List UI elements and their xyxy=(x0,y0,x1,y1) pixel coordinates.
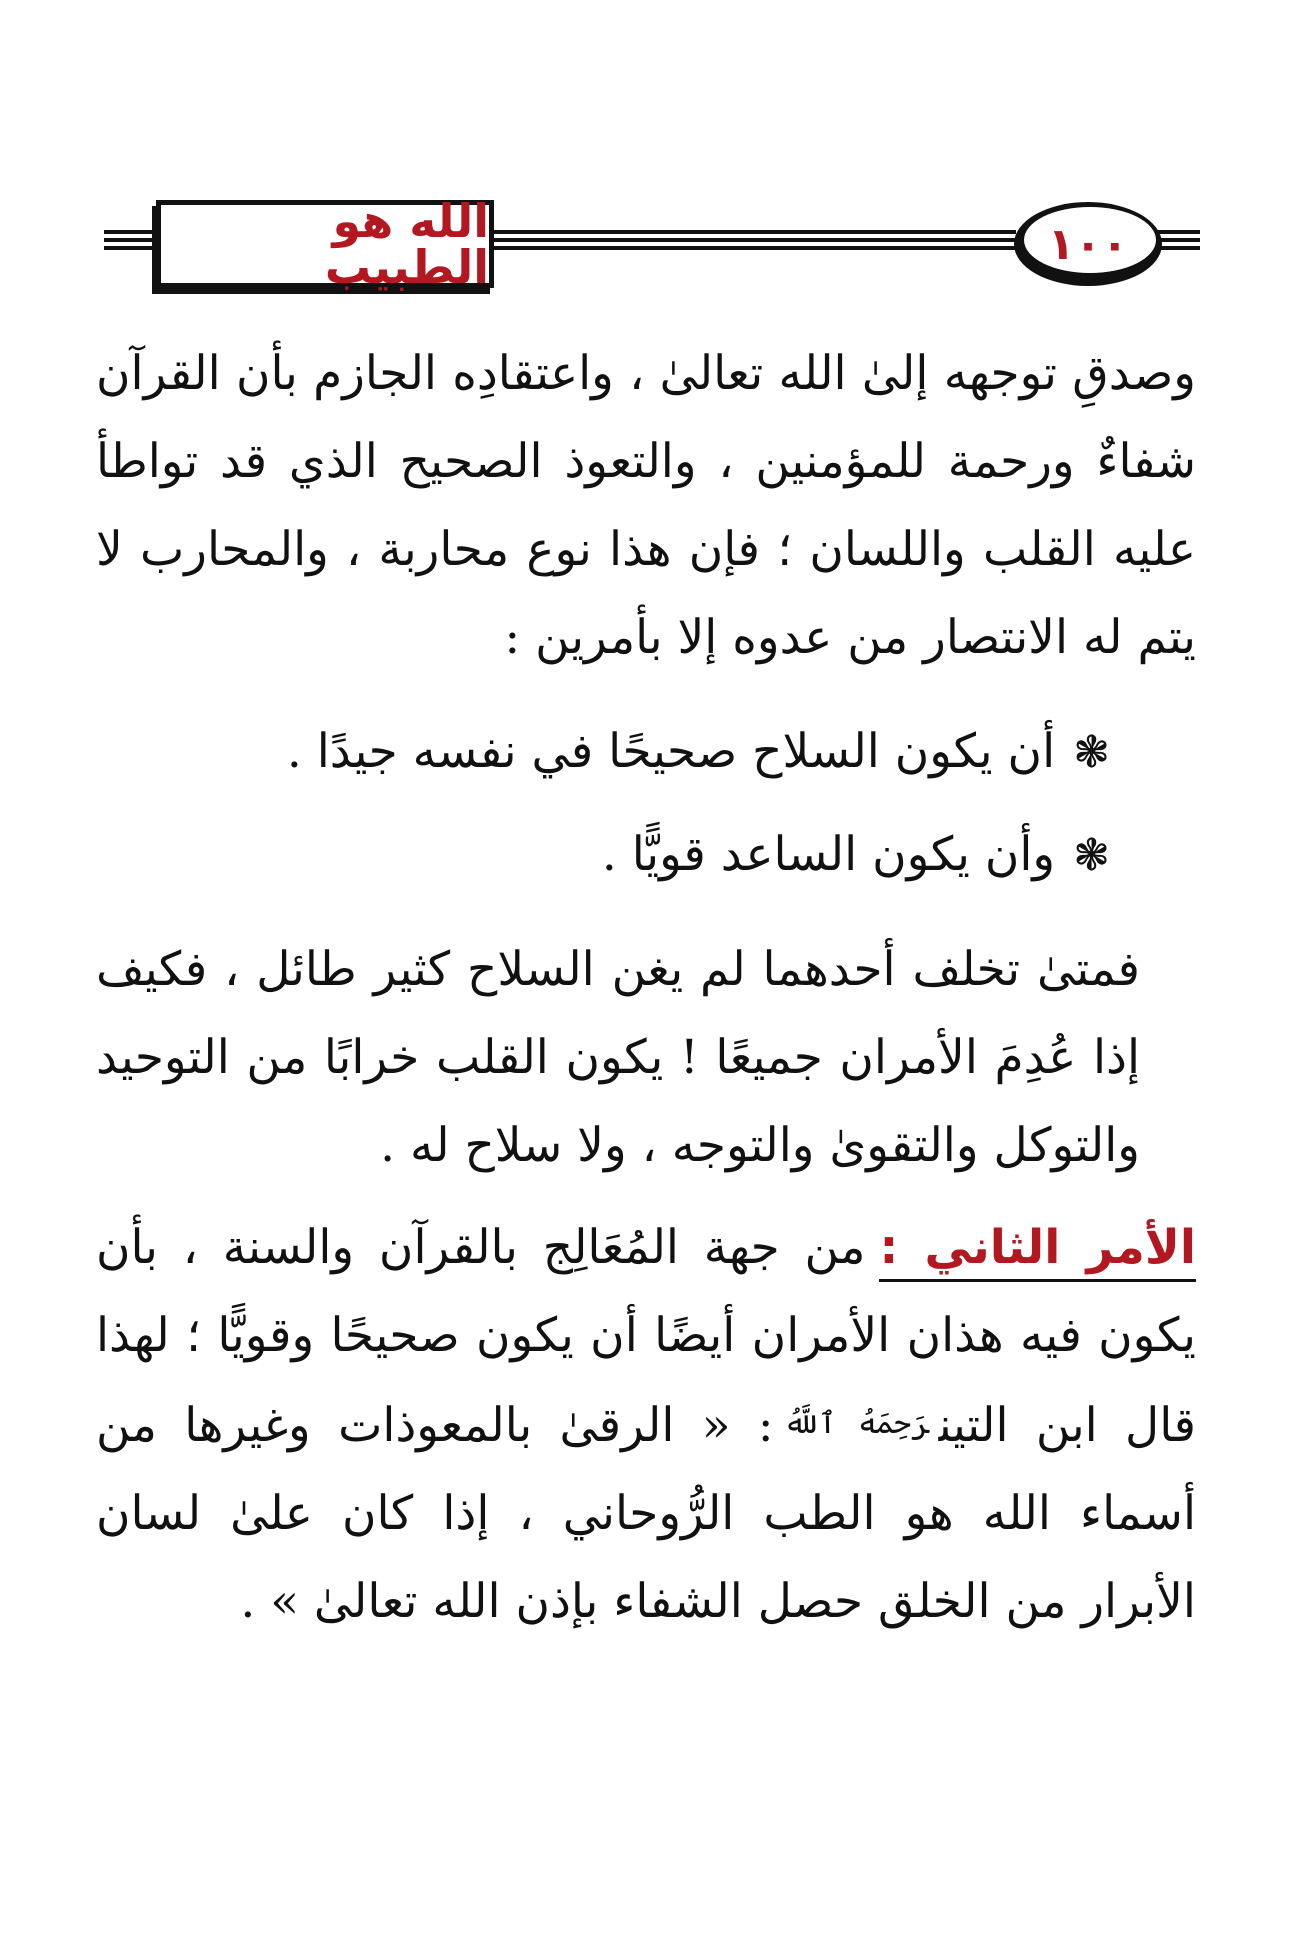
bullet-text-1: أن يكون السلاح صحيحًا في نفسه جيدًا . xyxy=(286,724,1056,779)
flower-bullet-icon: ❃ xyxy=(1073,727,1110,778)
running-title-box xyxy=(156,194,494,294)
page-number: ١٠٠ xyxy=(1047,218,1129,270)
bullet-text-2: وأن يكون الساعد قويًّا . xyxy=(601,827,1056,882)
blessing-honorific: رَحِمَهُ ٱللَّهُ xyxy=(783,1406,929,1441)
paragraph-1: وصدقِ توجهه إلىٰ الله تعالىٰ ، واعتقادِه الجازم بأن القرآن شفاءٌ ورحمة للمؤمنين ، والتعوذ الصحيح الذي قد تواطأ عليه القلب واللسان ؛ فإن هذا نوع محاربة ، والمحارب لا يتم له الانتصار من عدوه إلا بأمرين : xyxy=(96,346,1196,665)
paragraph-3-quote: : « الرقىٰ بالمعوذات وغيرها من أسماء الله هو الطب الرُّوحاني ، إذا كان علىٰ لسان الأبرار من الخلق حصل الشفاء بإذن الله تعالىٰ » . xyxy=(96,1398,1196,1629)
paragraph-3-text: من جهة المُعَالِج بالقرآن والسنة ، بأن يكون فيه هذان الأمران أيضًا أن يكون صحيحًا وقويًّا ؛ لهذا قال ابن التين xyxy=(96,1220,1196,1453)
paragraph-3 xyxy=(96,1204,1196,1646)
flower-bullet-icon: ❃ xyxy=(1073,830,1110,881)
section-term-label: الأمر الثاني : xyxy=(879,1220,1196,1282)
running-title: الله هو الطبيب xyxy=(324,194,489,294)
page-body xyxy=(96,330,1196,1646)
bullet-item-1 xyxy=(96,708,1196,797)
page-header xyxy=(0,150,1304,330)
paragraph-2: فمتىٰ تخلف أحدهما لم يغن السلاح كثير طائل ، فكيف إذا عُدِمَ الأمران جميعًا ! يكون القلب خرابًا من التوحيد والتوكل والتقوىٰ والتوجه ، ولا سلاح له . xyxy=(96,942,1140,1173)
bullet-item-2 xyxy=(96,811,1196,900)
